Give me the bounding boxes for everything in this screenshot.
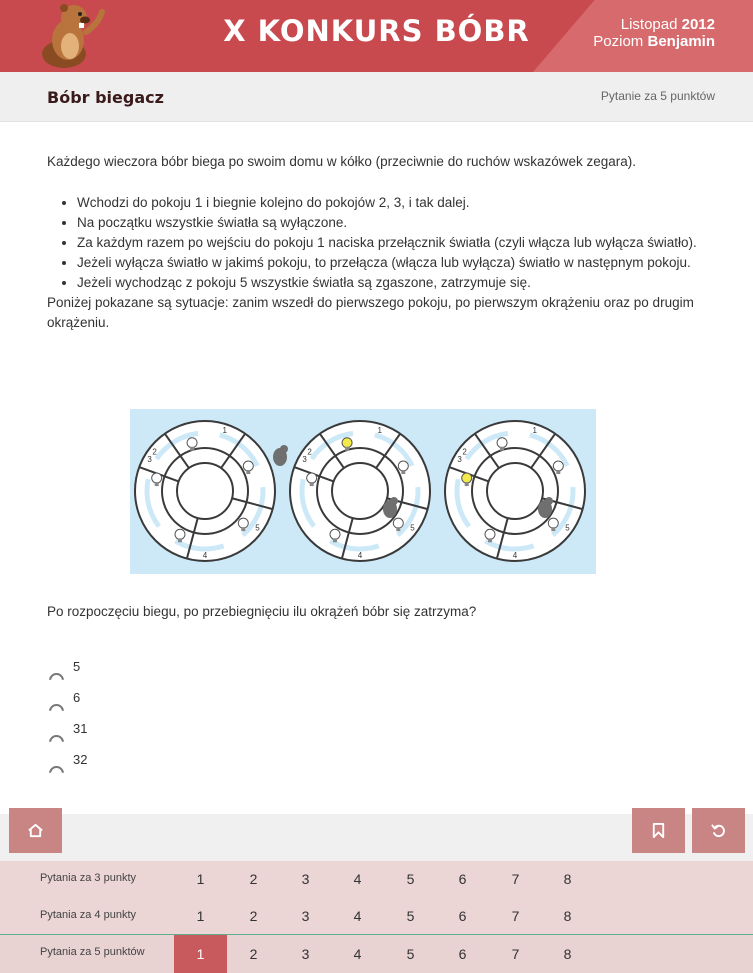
question-title: Bóbr biegacz xyxy=(47,88,164,107)
room-number: 4 xyxy=(202,551,208,560)
question-text: Po rozpoczęciu biegu, po przebiegnięciu ilu okrążeń bóbr się zatrzyma? xyxy=(47,604,477,619)
answer-label: 6 xyxy=(73,690,81,705)
beaver-runner-head xyxy=(545,497,553,505)
bulb-base xyxy=(488,538,492,542)
light-bulb-off-icon xyxy=(393,518,403,528)
nav-question-5[interactable]: 5 xyxy=(406,946,415,962)
nav-question-3[interactable]: 3 xyxy=(301,871,310,887)
nav-row-3-points xyxy=(0,861,753,898)
room-number: 5 xyxy=(410,523,415,533)
light-bulb-off-icon xyxy=(485,529,495,539)
answer-label: 32 xyxy=(73,752,88,767)
question-content xyxy=(47,152,707,333)
room-number: 1 xyxy=(532,426,538,436)
home-button[interactable] xyxy=(9,808,62,853)
nav-question-2[interactable]: 2 xyxy=(249,946,258,962)
rule-item: • Jeżeli wyłącza światło w jakimś pokoju, to przełącza (włącza lub wyłącza) światło w następnym pokoju. xyxy=(77,253,707,273)
nav-question-1[interactable]: 1 xyxy=(196,871,205,887)
light-bulb-off-icon xyxy=(398,461,408,471)
light-bulb-on-icon xyxy=(462,473,472,483)
light-bulb-off-icon xyxy=(152,473,162,483)
bulb-base xyxy=(551,527,555,531)
header-level-prefix: Poziom xyxy=(593,33,644,50)
header-month: Listopad xyxy=(620,16,678,33)
header-year: 2012 xyxy=(681,16,715,33)
house-diagrams xyxy=(130,409,596,574)
undo-icon xyxy=(710,822,727,839)
light-bulb-on-icon xyxy=(342,438,352,448)
header-level: Benjamin xyxy=(647,33,715,50)
bulb-base xyxy=(556,470,560,474)
light-bulb-off-icon xyxy=(175,529,185,539)
question-points: Pytanie za 5 punktów xyxy=(600,89,715,103)
header-title: X KONKURS BÓBR xyxy=(223,14,530,48)
nav-question-7[interactable]: 7 xyxy=(511,871,520,887)
nav-question-5[interactable]: 5 xyxy=(406,871,415,887)
nav-question-5[interactable]: 5 xyxy=(406,908,415,924)
nav-question-6[interactable]: 6 xyxy=(458,871,467,887)
light-bulb-off-icon xyxy=(307,473,317,483)
home-icon xyxy=(27,822,44,839)
nav-question-4[interactable]: 4 xyxy=(353,908,362,924)
beaver-runner-head xyxy=(280,445,288,453)
answer-radio[interactable] xyxy=(49,766,64,781)
room-number: 2 xyxy=(307,447,312,457)
after-text: Poniżej pokazane są sytuacje: zanim wszedł do pierwszego pokoju, po pierwszym okrążeniu oraz po drugim okrążeniu. xyxy=(47,295,694,330)
room-number: 2 xyxy=(152,447,157,457)
bulb-base xyxy=(178,538,182,542)
nav-row-5-points xyxy=(0,934,753,973)
bulb-base xyxy=(310,482,314,486)
answer-radio[interactable] xyxy=(49,673,64,688)
house-center xyxy=(332,463,388,519)
question-bar xyxy=(0,72,753,122)
bulb-base xyxy=(345,447,349,451)
room-number: 1 xyxy=(222,426,228,436)
beaver-house-figure xyxy=(130,409,596,574)
bookmark-button[interactable] xyxy=(632,808,685,853)
nav-question-3[interactable]: 3 xyxy=(301,908,310,924)
room-number: 4 xyxy=(357,551,363,560)
bulb-base xyxy=(396,527,400,531)
nav-question-1[interactable]: 1 xyxy=(174,935,227,973)
nav-question-7[interactable]: 7 xyxy=(511,908,520,924)
nav-question-6[interactable]: 6 xyxy=(458,946,467,962)
rule-item: • Na początku wszystkie światła są wyłączone. xyxy=(77,213,707,233)
answer-radio[interactable] xyxy=(49,704,64,719)
nav-question-8[interactable]: 8 xyxy=(563,946,572,962)
light-bulb-off-icon xyxy=(497,438,507,448)
room-number: 3 xyxy=(147,455,152,464)
nav-row-4-points xyxy=(0,898,753,935)
nav-row-label: Pytania za 4 punkty xyxy=(40,909,137,921)
nav-row-label: Pytania za 5 punktów xyxy=(40,946,145,958)
nav-row-label: Pytania za 3 punkty xyxy=(40,872,137,884)
nav-question-8[interactable]: 8 xyxy=(563,908,572,924)
nav-question-7[interactable]: 7 xyxy=(511,946,520,962)
beaver-runner-head xyxy=(390,497,398,505)
room-number: 5 xyxy=(255,523,260,533)
room-number: 3 xyxy=(302,455,307,464)
nav-question-8[interactable]: 8 xyxy=(563,871,572,887)
nav-question-6[interactable]: 6 xyxy=(458,908,467,924)
nav-question-2[interactable]: 2 xyxy=(249,908,258,924)
rule-item: • Jeżeli wychodząc z pokoju 5 wszystkie światła są zgaszone, zatrzymuje się. xyxy=(77,273,707,293)
room-number: 2 xyxy=(462,447,467,457)
answer-radio[interactable] xyxy=(49,735,64,750)
bulb-base xyxy=(465,482,469,486)
light-bulb-off-icon xyxy=(548,518,558,528)
undo-button[interactable] xyxy=(692,808,745,853)
answer-label: 31 xyxy=(73,721,88,736)
room-number: 1 xyxy=(377,426,383,436)
header-meta xyxy=(593,16,715,50)
page-header xyxy=(0,0,753,72)
bulb-base xyxy=(246,470,250,474)
light-bulb-off-icon xyxy=(187,438,197,448)
room-number: 3 xyxy=(457,455,462,464)
bulb-base xyxy=(333,538,337,542)
rules-list xyxy=(77,193,707,293)
rule-item: • Wchodzi do pokoju 1 i biegnie kolejno do pokojów 2, 3, i tak dalej. xyxy=(77,193,707,213)
nav-question-4[interactable]: 4 xyxy=(353,946,362,962)
house-center xyxy=(487,463,543,519)
intro-text: Każdego wieczora bóbr biega po swoim domu w kółko (przeciwnie do ruchów wskazówek zegara). xyxy=(47,154,637,169)
nav-question-1[interactable]: 1 xyxy=(196,908,205,924)
bulb-base xyxy=(500,447,504,451)
light-bulb-off-icon xyxy=(238,518,248,528)
answer-label: 5 xyxy=(73,659,81,674)
room-number: 5 xyxy=(565,523,570,533)
rule-item: • Za każdym razem po wejściu do pokoju 1 naciska przełącznik światła (czyli włącza lub wyłącza światło). xyxy=(77,233,707,253)
nav-question-3[interactable]: 3 xyxy=(301,946,310,962)
nav-question-4[interactable]: 4 xyxy=(353,871,362,887)
house-center xyxy=(177,463,233,519)
light-bulb-off-icon xyxy=(330,529,340,539)
light-bulb-off-icon xyxy=(243,461,253,471)
bulb-base xyxy=(401,470,405,474)
bookmark-icon xyxy=(650,822,667,839)
bulb-base xyxy=(190,447,194,451)
room-number: 4 xyxy=(512,551,518,560)
question-navigation xyxy=(0,861,753,973)
bulb-base xyxy=(241,527,245,531)
bulb-base xyxy=(155,482,159,486)
light-bulb-off-icon xyxy=(553,461,563,471)
nav-question-2[interactable]: 2 xyxy=(249,871,258,887)
